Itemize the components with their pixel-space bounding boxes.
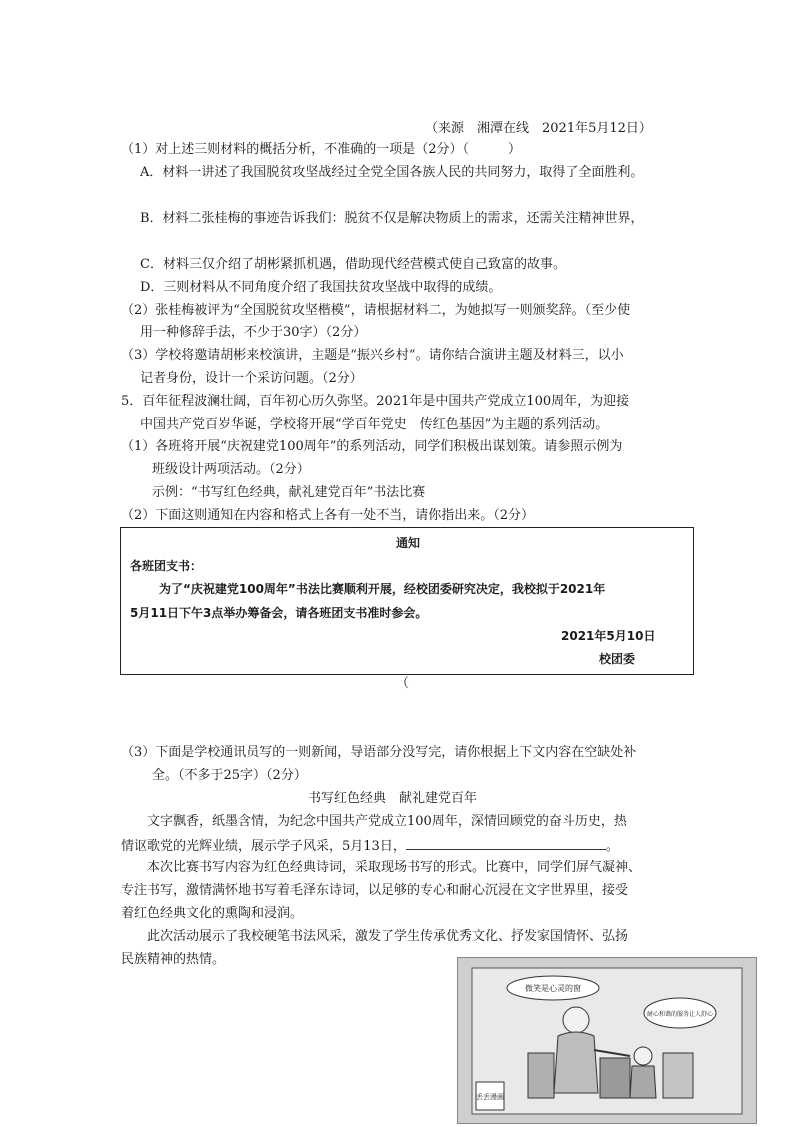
answer-paren: （	[396, 676, 410, 691]
question-4-3-line2: 记者身份，设计一个采访问题。（2分）	[140, 371, 363, 386]
question-5-3-line2: 全。（不多于25字）（2分）	[152, 768, 307, 783]
news-para2-line2: 专注书写，激情满怀地书写着毛泽东诗词，以足够的专心和耐心沉浸在文字世界里，接受	[121, 883, 629, 898]
notice-signer: 校团委	[599, 652, 636, 666]
source-line: （来源 湘潭在线 2021年5月12日）	[425, 121, 652, 136]
question-4-2-line1: （2）张桂梅被评为“全国脱贫攻坚楷模”，请根据材料二，为她拟写一则颁奖辞。（至少使	[121, 303, 631, 318]
cartoon-image	[457, 957, 757, 1124]
news-para1-line1: 文字飘香，纸墨含情，为纪念中国共产党成立100周年，深情回顾党的奋斗历史，热	[147, 814, 627, 829]
question-5-intro-line1: 5．百年征程波澜壮阔，百年初心历久弥坚。2021年是中国共产党成立100周年，为迎接	[121, 394, 630, 409]
option-c: C．材料三仅介绍了胡彬紧抓机遇，借助现代经营模式使自己致富的故事。	[140, 257, 566, 272]
bubble-left-text: 微笑是心灵的窗	[525, 984, 581, 993]
cartoon-stamp-text: 丢丢漫画	[476, 1093, 504, 1101]
option-d: D．三则材料从不同角度介绍了我国扶贫攻坚战中取得的成绩。	[140, 280, 502, 295]
news-para3-line2: 民族精神的热情。	[121, 952, 226, 967]
question-5-intro-line2: 中国共产党百岁华诞，学校将开展“学百年党史 传红色基因”为主题的系列活动。	[140, 417, 609, 432]
news-para3-line1: 此次活动展示了我校硬笔书法风采，激发了学生传承优秀文化、抒发家国情怀、弘扬	[147, 929, 629, 944]
question-4-2-line2: 用一种修辞手法，不少于30字）（2分）	[140, 325, 367, 340]
notice-salutation: 各班团支书：	[130, 559, 203, 573]
cartoon-drawing	[458, 958, 756, 1123]
option-a: A．材料一讲述了我国脱贫攻坚战经过全党全国各族人民的共同努力，取得了全面胜利。	[140, 165, 644, 180]
news-para1-line2	[121, 837, 619, 855]
question-4-3-line1: （3）学校将邀请胡彬来校演讲，主题是“振兴乡村”。请你结合演讲主题及材料三，以小	[121, 348, 624, 363]
question-5-3-line1: （3）下面是学校通讯员写的一则新闻，导语部分没写完，请你根据上下文内容在空缺处补	[121, 745, 637, 760]
notice-body-line1: 为了“庆祝建党100周年”书法比赛顺利开展，经校团委研究决定，我校拟于2021年	[159, 582, 606, 596]
notice-date: 2021年5月10日	[561, 629, 656, 643]
news-para1-text: 情讴歌党的光辉业绩，展示学子风采，5月13日，	[121, 839, 406, 854]
notice-title: 通知	[396, 536, 421, 550]
notice-box	[120, 527, 694, 675]
option-b: B．材料二张桂梅的事迹告诉我们：脱贫不仅是解决物质上的需求，还需关注精神世界，	[140, 211, 644, 226]
news-blank[interactable]	[406, 837, 606, 850]
question-5-1-line2: 班级设计两项活动。（2分）	[152, 462, 310, 477]
news-para1-end: 。	[605, 839, 619, 854]
question-5-1-line1: （1）各班将开展“庆祝建党100周年”的系列活动，同学们积极出谋划策。请参照示例为	[121, 439, 623, 454]
news-para2-line3: 着红色经典文化的熏陶和浸润。	[121, 906, 304, 921]
question-5-1-example: 示例：“书写红色经典，献礼建党百年”书法比赛	[152, 485, 426, 500]
news-para2-line1: 本次比赛书写内容为红色经典诗词，采取现场书写的形式。比赛中，同学们屏气凝神、	[147, 860, 642, 875]
notice-body-line2: 5月11日下午3点举办筹备会，请各班团支书准时参会。	[130, 606, 428, 620]
question-4-1: （1）对上述三则材料的概括分析，不准确的一项是（2分）（ ）	[121, 142, 522, 157]
question-5-2: （2）下面这则通知在内容和格式上各有一处不当，请你指出来。（2分）	[121, 508, 535, 523]
news-title: 书写红色经典 献礼建党百年	[308, 791, 478, 806]
bubble-right-text: 耐心和蔼的服务让人舒心	[646, 1011, 714, 1018]
